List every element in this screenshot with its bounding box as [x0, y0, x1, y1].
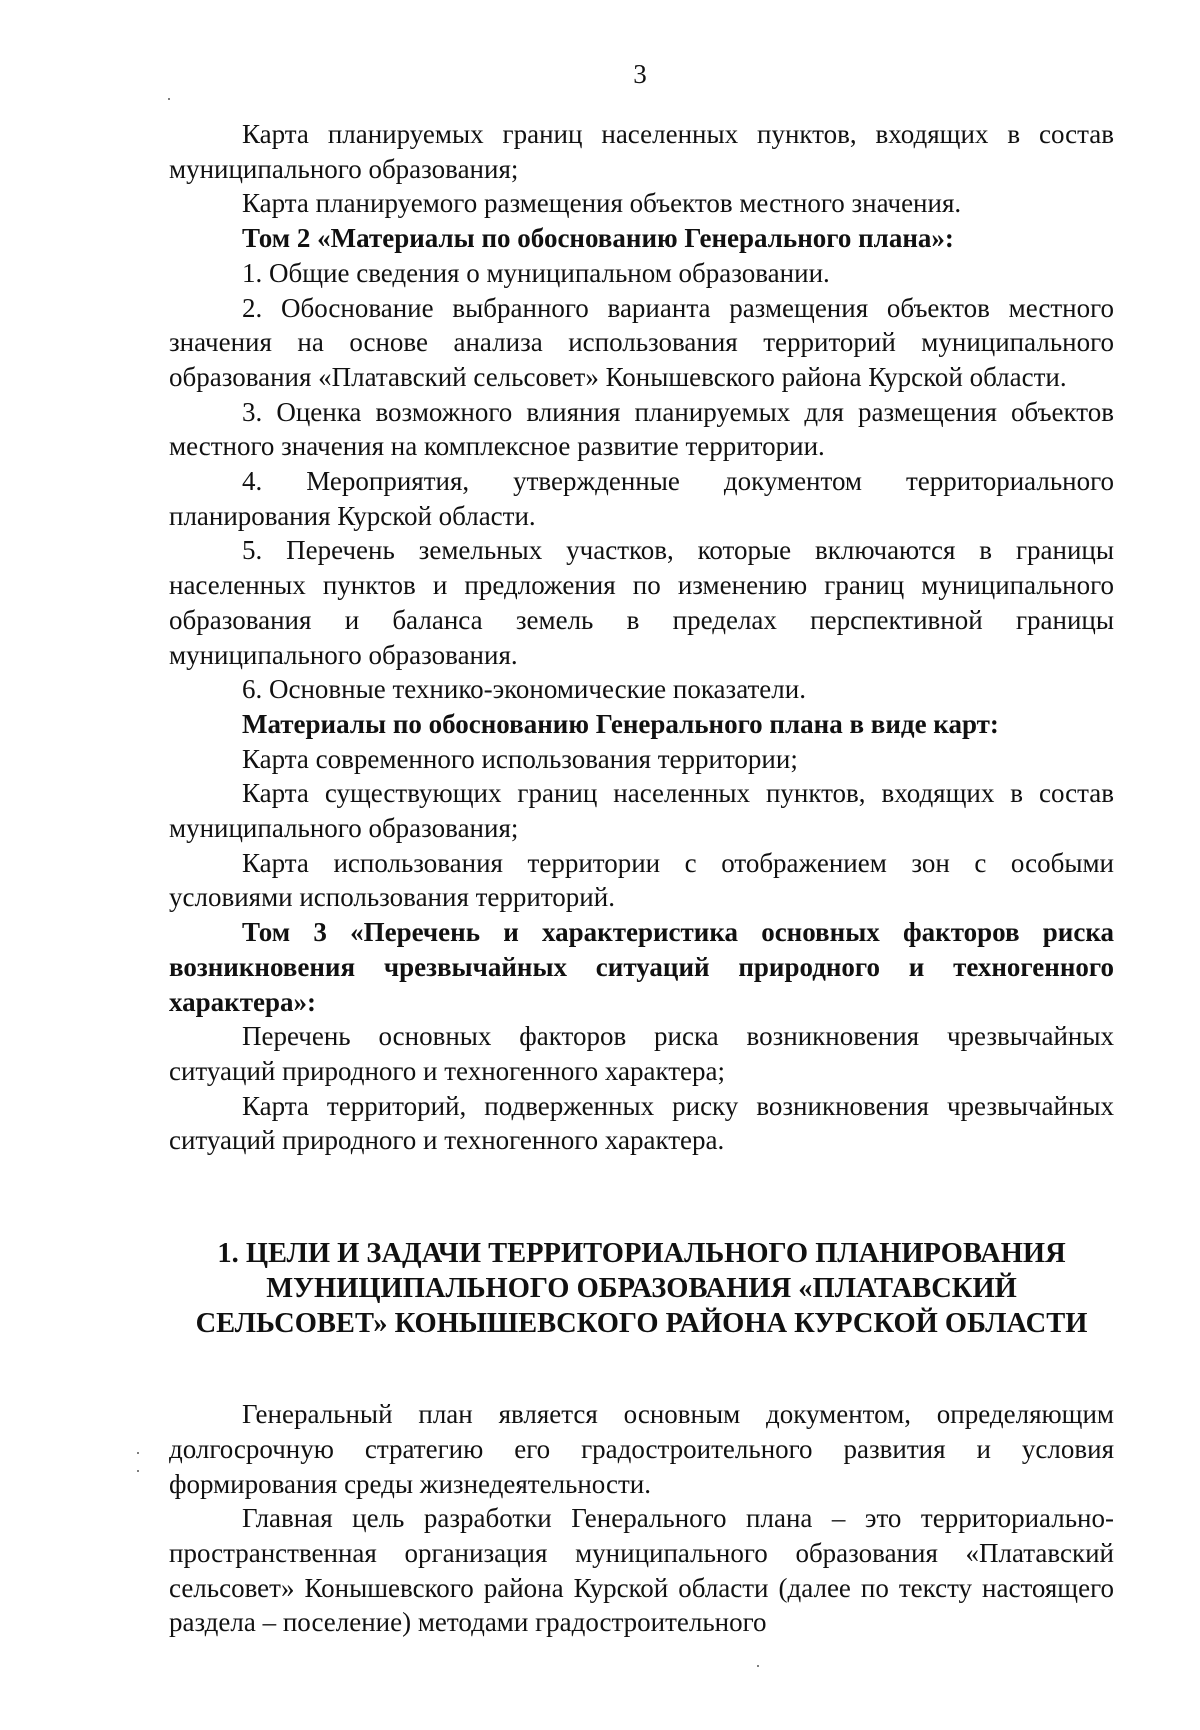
- section-heading-line: МУНИЦИПАЛЬНОГО ОБРАЗОВАНИЯ «ПЛАТАВСКИЙ: [266, 1272, 1017, 1304]
- list-item: 6. Основные технико-экономические показатели.: [242, 674, 806, 705]
- scan-speck: [168, 98, 170, 100]
- scan-speck: [757, 1665, 759, 1667]
- paragraph: Карта существующих границ населенных пунктов, входящих в состав муниципального образования;: [169, 778, 1114, 844]
- paragraph-group-before: [169, 117, 1114, 1158]
- list-item: 5. Перечень земельных участков, которые включаются в границы населенных пунктов и предложения по изменению границ муниципального образования и баланса земель в пределах перспективной границы муниципального образования.: [169, 535, 1114, 670]
- list-item: 2. Обоснование выбранного варианта размещения объектов местного значения на основе анализа использования территорий муниципального образования «Платавский сельсовет» Конышевского района Курской области.: [169, 292, 1114, 392]
- section-heading: [169, 1237, 1114, 1341]
- list-item: 3. Оценка возможного влияния планируемых для размещения объектов местного значения на комплексное развитие территории.: [169, 396, 1114, 462]
- paragraph: Генеральный план является основным документом, определяющим долгосрочную стратегию его градостроительного развития и условия формирования среды жизнедеятельности.: [169, 1399, 1114, 1499]
- document-body: [169, 117, 1114, 1640]
- maps-subheading: Материалы по обоснованию Генерального плана в виде карт:: [242, 708, 999, 739]
- paragraph: Карта использования территории с отображением зон с особыми условиями использования территорий.: [169, 847, 1114, 913]
- paragraph: Перечень основных факторов риска возникновения чрезвычайных ситуаций природного и техногенного характера;: [169, 1021, 1114, 1086]
- paragraph: Главная цель разработки Генерального плана – это территориально-пространственная организация муниципального образования «Платавский сельсовет» Конышевского района Курской области (далее по тексту настоящего раздела – поселение) методами градостроительного: [169, 1503, 1114, 1638]
- paragraph: Карта планируемого размещения объектов местного значения.: [242, 188, 962, 219]
- paragraph: Карта территорий, подверженных риску возникновения чрезвычайных ситуаций природного и техногенного характера.: [169, 1090, 1114, 1156]
- list-item: 1. Общие сведения о муниципальном образовании.: [242, 257, 830, 288]
- volume-heading: Том 2 «Материалы по обоснованию Генерального плана»:: [242, 223, 954, 254]
- paragraph: Карта планируемых границ населенных пунктов, входящих в состав муниципального образования;: [169, 119, 1114, 184]
- paragraph: Карта современного использования территории;: [242, 743, 798, 774]
- list-item: 4. Мероприятия, утвержденные документом территориального планирования Курской области.: [169, 466, 1114, 531]
- section-heading-line: СЕЛЬСОВЕТ» КОНЫШЕВСКОГО РАЙОНА КУРСКОЙ ОБЛАСТИ: [195, 1307, 1088, 1339]
- volume-heading: Том 3 «Перечень и характеристика основных факторов риска возникновения чрезвычайных ситуаций природного и техногенного характера»:: [169, 917, 1114, 1017]
- paragraph-group-after: [169, 1397, 1114, 1640]
- scan-speck: [137, 1452, 139, 1454]
- page-number: 3: [633, 59, 647, 89]
- section-heading-line: 1. ЦЕЛИ И ЗАДАЧИ ТЕРРИТОРИАЛЬНОГО ПЛАНИРОВАНИЯ: [217, 1238, 1066, 1270]
- scan-speck: [137, 1470, 139, 1472]
